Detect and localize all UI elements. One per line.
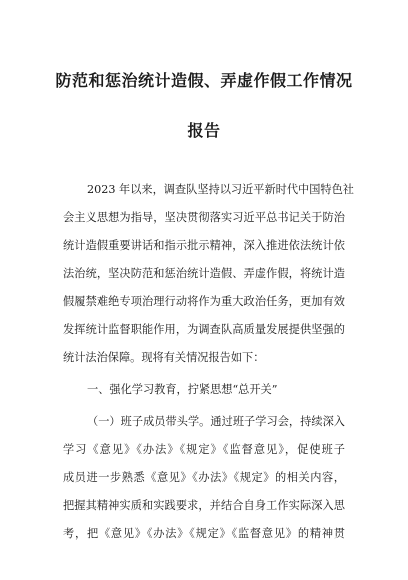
paragraph-line: 统计造假重要讲话和指示批示精神，深入推进依法统计依 — [63, 239, 345, 252]
section-heading-1: 一、强化学习教育，拧紧思想“总开关” — [87, 383, 278, 396]
document-title-line-1: 防范和惩治统计造假、弄虚作假工作情况 — [55, 71, 353, 90]
paragraph-line: 考，把《意见》《办法》《规定》《监督意见》的精神贯 — [63, 527, 345, 540]
paragraph-line: 成员进一步熟悉《意见》《办法》《规定》的相关内容， — [63, 471, 345, 484]
paragraph-line: 把握其精神实质和实践要求，并结合自身工作实际深入思 — [63, 499, 345, 512]
paragraph-line: （一）班子成员带头学。通过班子学习会，持续深入 — [87, 415, 345, 428]
paragraph-line: 发挥统计监督职能作用，为调查队高质量发展提供坚强的 — [63, 323, 345, 336]
paragraph-line: 法治统，坚决防范和惩治统计造假、弄虚作假，将统计造 — [63, 267, 345, 280]
paragraph-line: 会主义思想为指导，坚决贯彻落实习近平总书记关于防治 — [63, 211, 345, 224]
paragraph-line: 学习《意见》《办法》《规定》《监督意见》，促使班子 — [63, 443, 345, 456]
paragraph-line: 假履禁难绝专项治理行动将作为重大政治任务，更加有效 — [63, 295, 345, 308]
paragraph-line: 2023 年以来，调查队坚持以习近平新时代中国特色社 — [87, 183, 354, 196]
paragraph-line: 统计法治保障。现将有关情况报告如下： — [63, 351, 265, 364]
document-title-line-2: 报告 — [187, 121, 221, 140]
